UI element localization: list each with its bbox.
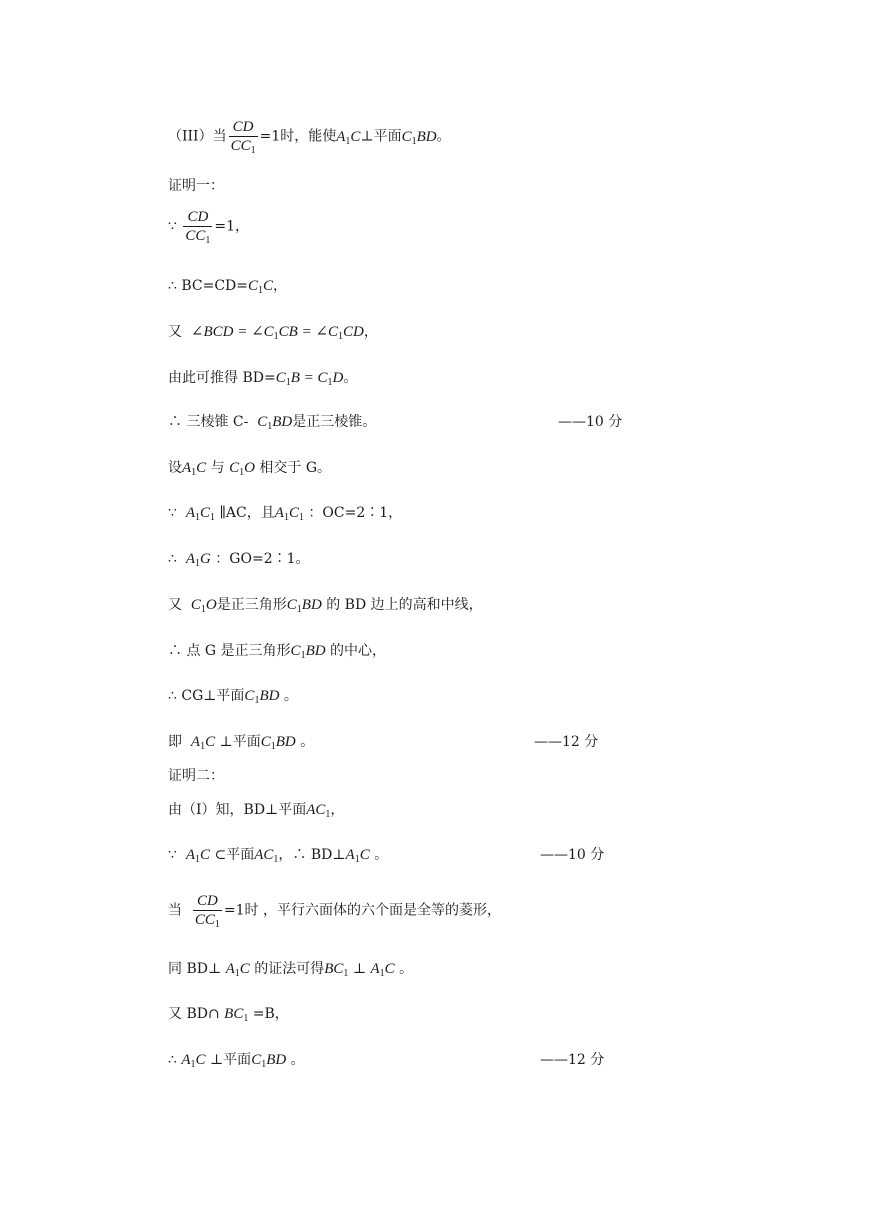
proof-line: ∴ $A_1C$ ⊥平面$C_1BD$ 。 (168, 1052, 305, 1070)
text: ⊥平面 (360, 128, 402, 145)
proof-line: 即 $A_1C$ ⊥平面$C_1BD$ 。 (168, 734, 315, 752)
score-marker: ——12 分 (540, 1052, 605, 1068)
proof-line: ∵ $A_1C_1$ ∥AC，且$A_1C_1$ ：OC=2∶1， (168, 505, 403, 523)
score-marker: ——12 分 (534, 734, 599, 750)
math-a1c: $A_1C$ (336, 128, 361, 147)
proof-line: ∴ 三棱锥 C- $C_1BD$是正三棱锥。 (168, 414, 377, 432)
proof-line: 由（I）知，BD⊥平面$AC_1$， (168, 802, 345, 820)
proof-line: 设$A_1C$ 与 $C_1O$ 相交于 G。 (168, 460, 332, 478)
score-marker: ——10 分 (540, 847, 605, 863)
score-marker: ——10 分 (558, 414, 623, 430)
numerator: CD (229, 118, 258, 137)
text: （III）当 (168, 128, 227, 145)
proof-line: 当 $\frac{CD}{CC_1}$ =1时 ，平行六面体的六个面是全等的菱形， (168, 893, 502, 930)
fraction: $\frac{CD}{CC_1}$ (185, 209, 211, 246)
proof-line: ∴ CG⊥平面$C_1BD$ 。 (168, 688, 298, 706)
math-c1bd: $C_1BD$ (401, 128, 437, 147)
fraction: $\frac{CD}{CC_1}$ (194, 893, 220, 930)
proof-line: 同 BD⊥ $A_1C$ 的证法可得$BC_1$ ⊥ $A_1C$ 。 (168, 961, 414, 979)
proof-line: 又 BD∩ $BC_1 =B$， (168, 1006, 289, 1024)
proof-line: ∴ 点 G 是正三角形$C_1BD$ 的中心， (168, 643, 387, 661)
proof-line: 又 ∠BCD = $\angle C_1CB$ = $\angle C_1CD$， (168, 324, 378, 342)
fraction (229, 118, 258, 155)
statement-line: （III）当 $\frac{CD}{CC_1}$ =1时，能使$A_1C\perp$平面$C_1BD$。 (168, 119, 451, 156)
denominator: $CC_1$ (230, 138, 256, 156)
text: =1时，能使 (259, 128, 337, 145)
proof-heading-1: 证明一： (168, 178, 224, 194)
proof-line: ∵ $\frac{CD}{CC_1}$ =1， (168, 209, 250, 246)
proof-line: 又 $C_1O$是正三角形$C_1BD$ 的 BD 边上的高和中线， (168, 597, 483, 615)
proof-heading-2: 证明二： (168, 768, 224, 784)
proof-line: ∵ $A_1C$ ⊂平面$AC_1$，∴ $BD\perp A_1C$ 。 (168, 847, 389, 865)
proof-line: 由此可推得 $BD=C_1B = C_1D$。 (168, 370, 358, 388)
proof-line: ∴ $BC=CD=C_1C$， (168, 278, 288, 296)
proof-line: ∴ $A_1G$ ：GO=2∶1。 (168, 551, 310, 569)
